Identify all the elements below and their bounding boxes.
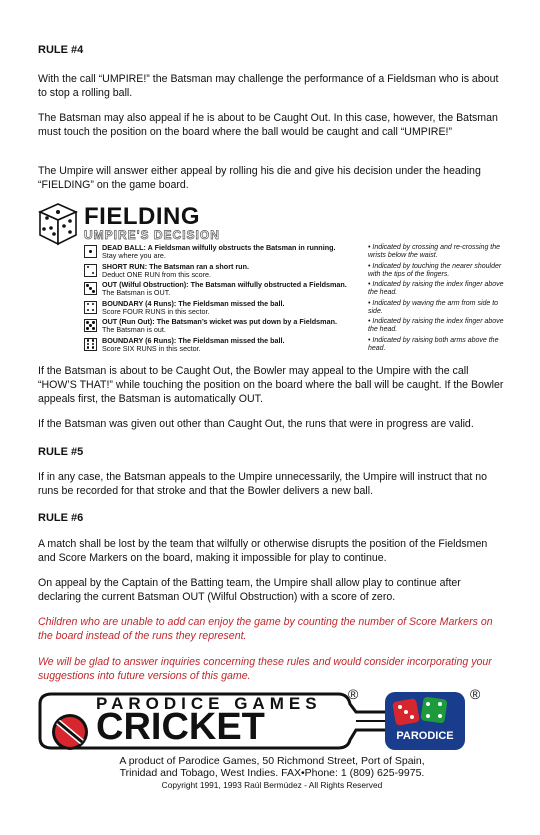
die-pip [86,327,88,329]
die-pip [92,309,94,311]
die-pip [92,303,94,305]
fielding-table [38,200,506,360]
fielding-row-action: Score FOUR RUNS in this sector. [102,306,210,316]
footer [38,755,506,791]
after-paragraph-1: If the Batsman is about to be Caught Out, the Bowler may appeal to the Umpire with the call “HOW’S THAT!” while touching the position on the board where the ball will be caught. If the Bowler appeals first, the Batsman is automatically OUT. [38,365,504,405]
die-pip [92,339,94,341]
die-pip [92,346,94,348]
die-face-6-icon [84,338,97,351]
die-pip [87,266,89,268]
fielding-row-action: The Batsman is OUT. [102,288,171,298]
die-face-2-icon [84,264,97,277]
die-face-4-icon [84,301,97,314]
fielding-row-decision: OUT (Wilful Obstruction): The Batsman wilfully obstructed a Fieldsman. [102,280,347,289]
fielding-row-text [102,244,362,261]
fielding-row-signal: • Indicated by waving the arm from side to side. [368,299,499,315]
after-paragraph-2: If the Batsman was given out other than Caught Out, the runs that were in progress are valid. [38,418,474,430]
fielding-row-text [102,263,362,280]
fielding-row-text [102,281,362,298]
fielding-row-action: Stay where you are. [102,251,166,261]
note-children: Children who are unable to add can enjoy the game by counting the number of Score Markers on the board instead of the runs they represent. [38,616,493,642]
die-pip [87,346,89,348]
footer-copyright: Copyright 1991, 1993 Raúl Bermúdez - All Rights Reserved [161,780,383,790]
fielding-row-text [102,318,362,335]
fielding-row-decision: BOUNDARY (6 Runs): The Fieldsman missed the ball. [102,335,285,345]
die-pip [92,321,94,323]
die-pip [92,327,94,329]
fielding-title: FIELDING [84,203,200,230]
registered-mark-2: ® [470,686,481,702]
footer-line-1: A product of Parodice Games, 50 Richmond Street, Port of Spain, [119,755,425,767]
die-pip [89,250,91,252]
rule4-heading: RULE #4 [38,44,84,56]
rule6-heading: RULE #6 [38,512,84,524]
rule5-heading: RULE #5 [38,446,84,458]
fielding-row-decision: SHORT RUN: The Batsman ran a short run. [102,261,249,271]
die-pip [92,343,94,345]
fielding-row-action: Score SIX RUNS in this sector. [102,343,201,353]
die-pip [89,287,91,289]
logo-main-text: CRICKET [96,706,265,748]
rule5-paragraph-1: If in any case, the Batsman appeals to the Umpire unnecessarily, the Umpire will instruct that no runs be recorded for that stroke and that the Bowler delivers a new ball. [38,471,488,497]
fielding-row [84,337,506,359]
fielding-row-signal: • Indicated by touching the nearer shoulder with the tips of the fingers. [368,262,502,278]
parodice-cricket-logo [38,686,506,750]
rule4-paragraph-3: The Umpire will answer either appeal by rolling his die and give his decision under the heading “FIELDING” on the game board. [38,165,481,191]
fielding-row-action: The Batsman is out. [102,325,166,335]
die-face-5-icon [84,319,97,332]
rule6-paragraph-1: A match shall be lost by the team that wilfully or otherwise disrupts the position of the Fieldsmen and Score Markers on the board, making it impossible for play to continue. [38,538,488,564]
die-pip [89,324,91,326]
fielding-row-text [102,300,362,317]
fielding-row-signal: • Indicated by raising the index finger above the head. [368,281,504,297]
fielding-row-decision: OUT (Run Out): The Batsman’s wicket was put down by a Fieldsman. [102,317,337,326]
fielding-row-decision: BOUNDARY (4 Runs): The Fieldsman missed the ball. [102,298,285,308]
die-pip [86,321,88,323]
rule6-paragraph-2: On appeal by the Captain of the Batting team, the Umpire shall allow play to continue after declaring the current Batsman OUT (Wilful Obstruction) with a score of zero. [38,577,461,603]
rule4-paragraph-1: With the call “UMPIRE!” the Batsman may challenge the performance of a Fieldsman who is about to stop a rolling ball. [38,73,499,99]
registered-mark-1: ® [348,686,359,702]
fielding-row-action: Deduct ONE RUN from this score. [102,269,212,279]
rule4-paragraph-2: The Batsman may also appeal if he is about to be Caught Out. In this case, however, the Batsman must touch the position on the board where the ball would be caught and call “UMPIRE!” [38,112,498,138]
die-pip [87,309,89,311]
footer-line-2: Trinidad and Tobago, West Indies. FAX•Phone: 1 (809) 625-9975. [119,767,425,779]
die-face-3-icon [84,282,97,295]
logo-top-text: PARODICE GAMES [96,694,322,713]
fielding-row-text [102,337,362,354]
fielding-row-signal: • Indicated by crossing and re-crossing the wrists below the waist. [368,244,501,260]
note-inquiries: We will be glad to answer inquiries concerning these rules and would consider incorporating your suggestions into future versions of this game. [38,656,492,682]
die-pip [86,284,88,286]
fielding-subtitle: UMPIRE'S DECISION [84,228,220,242]
die-pip [92,272,94,274]
fielding-row-decision: DEAD BALL: A Fieldsman wilfully obstructs the Batsman in running. [102,243,336,252]
die-face-1-icon [84,245,97,258]
fielding-row-signal: • Indicated by raising the index finger above the head. [368,318,504,334]
fielding-dice-icon [38,202,78,246]
die-pip [87,343,89,345]
die-pip [87,303,89,305]
logo-brand-text: PARODICE [396,730,454,742]
die-pip [87,339,89,341]
fielding-row-signal: • Indicated by raising both arms above the head. [368,336,499,352]
die-pip [92,290,94,292]
